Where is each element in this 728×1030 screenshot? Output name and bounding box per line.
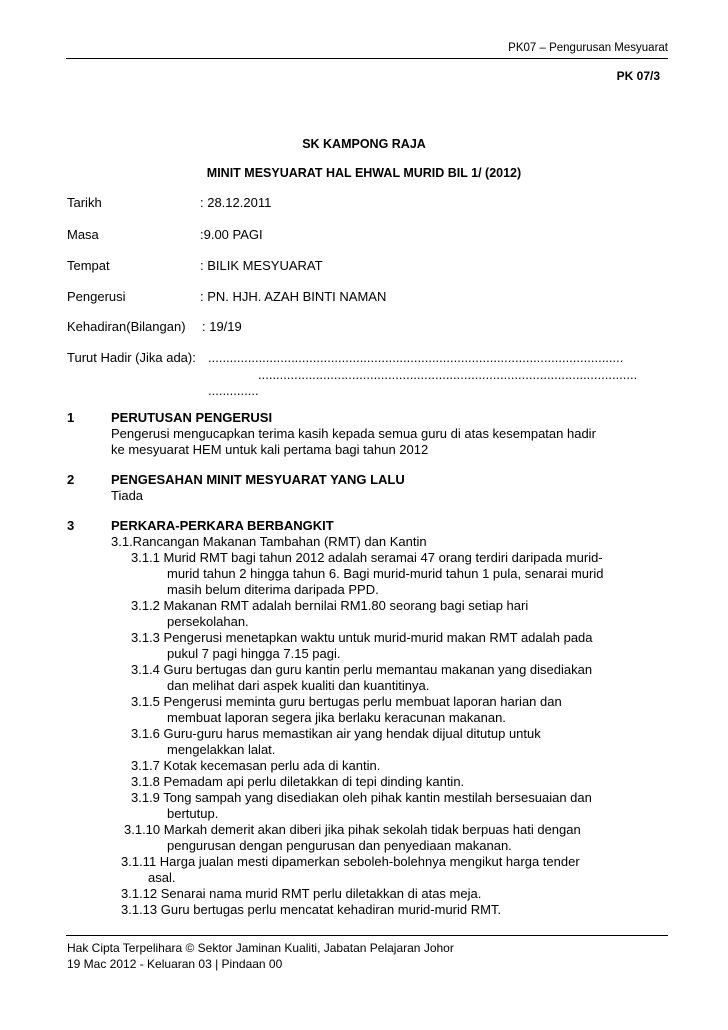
section-text: Tiada: [111, 488, 144, 503]
attendance-value: : 19/19: [202, 319, 242, 334]
list-item: 3.1.13 Guru bertugas perlu mencatat kehadiran murid-murid RMT.: [121, 902, 502, 917]
date-label: Tarikh: [67, 195, 102, 210]
chair-label: Pengerusi: [67, 289, 126, 304]
minutes-title: MINIT MESYUARAT HAL EHWAL MURID BIL 1/ (2012): [206, 166, 522, 180]
list-item: membuat laporan segera jika berlaku keracunan makanan.: [167, 710, 506, 725]
section-number: 3: [67, 518, 75, 533]
also-present-dots-2: .........................................................................................................: [258, 367, 638, 382]
section-text: ke mesyuarat HEM untuk kali pertama bagi tahun 2012: [111, 442, 429, 457]
place-value: : BILIK MESYUARAT: [200, 258, 323, 273]
list-item: 3.1.9 Tong sampah yang disediakan oleh pihak kantin mestilah bersesuaian dan: [131, 790, 592, 805]
section-title: PERUTUSAN PENGERUSI: [111, 410, 273, 425]
time-value: :9.00 PAGI: [200, 227, 263, 242]
list-item: 3.1.6 Guru-guru harus memastikan air yang hendak dijual ditutup untuk: [131, 726, 541, 741]
header-divider: [66, 58, 668, 59]
footer-revision: 19 Mac 2012 - Keluaran 03 | Pindaan 00: [67, 957, 283, 971]
document-reference: PK07 – Pengurusan Mesyuarat: [508, 42, 668, 54]
list-item: persekolahan.: [167, 614, 249, 629]
list-item: 3.1.7 Kotak kecemasan perlu ada di kantin.: [131, 758, 381, 773]
section-number: 1: [67, 410, 75, 425]
place-label: Tempat: [67, 258, 110, 273]
footer-divider: [66, 935, 668, 936]
section-title: PENGESAHAN MINIT MESYUARAT YANG LALU: [111, 472, 405, 487]
list-item: 3.1.1 Murid RMT bagi tahun 2012 adalah seramai 47 orang terdiri daripada murid-: [131, 550, 603, 565]
school-name: SK KAMPONG RAJA: [302, 137, 426, 151]
list-item: pengurusan dengan pengurusan dan penyediaan makanan.: [167, 838, 512, 853]
subsection-title: 3.1.Rancangan Makanan Tambahan (RMT) dan Kantin: [111, 534, 427, 549]
list-item: 3.1.3 Pengerusi menetapkan waktu untuk murid-murid makan RMT adalah pada: [131, 630, 593, 645]
list-item: 3.1.12 Senarai nama murid RMT perlu diletakkan di atas meja.: [121, 886, 482, 901]
list-item: masih belum diterima daripada PPD.: [167, 582, 379, 597]
list-item: 3.1.5 Pengerusi meminta guru bertugas perlu membuat laporan harian dan: [131, 694, 562, 709]
attendance-label: Kehadiran(Bilangan): [67, 319, 186, 334]
list-item: murid tahun 2 hingga tahun 6. Bagi murid-murid tahun 1 pula, senarai murid: [167, 566, 604, 581]
also-present-label: Turut Hadir (Jika ada):: [67, 350, 196, 365]
section-title: PERKARA-PERKARA BERBANGKIT: [111, 518, 334, 533]
list-item: bertutup.: [167, 806, 219, 821]
section-number: 2: [67, 472, 75, 487]
chair-value: : PN. HJH. AZAH BINTI NAMAN: [200, 289, 387, 304]
list-item: 3.1.2 Makanan RMT adalah bernilai RM1.80 seorang bagi setiap hari: [131, 598, 529, 613]
list-item: asal.: [148, 870, 176, 885]
section-text: Pengerusi mengucapkan terima kasih kepada semua guru di atas kesempatan hadir: [111, 426, 596, 441]
list-item: 3.1.8 Pemadam api perlu diletakkan di tepi dinding kantin.: [131, 774, 465, 789]
also-present-dots-1: ...................................................................................................................: [208, 350, 624, 365]
list-item: 3.1.11 Harga jualan mesti dipamerkan seboleh-bolehnya mengikut harga tender: [121, 854, 580, 869]
time-label: Masa: [67, 227, 99, 242]
also-present-dots-3: ..............: [208, 383, 259, 398]
list-item: dan melihat dari aspek kualiti dan kuantitinya.: [167, 678, 430, 693]
list-item: mengelakkan lalat.: [167, 742, 276, 757]
date-value: : 28.12.2011: [200, 195, 272, 210]
list-item: pukul 7 pagi hingga 7.15 pagi.: [167, 646, 341, 661]
list-item: 3.1.4 Guru bertugas dan guru kantin perlu memantau makanan yang disediakan: [131, 662, 593, 677]
list-item: 3.1.10 Markah demerit akan diberi jika pihak sekolah tidak berpuas hati dengan: [124, 822, 581, 837]
footer-copyright: Hak Cipta Terpelihara © Sektor Jaminan Kualiti, Jabatan Pelajaran Johor: [67, 941, 454, 955]
form-code: PK 07/3: [616, 69, 660, 83]
